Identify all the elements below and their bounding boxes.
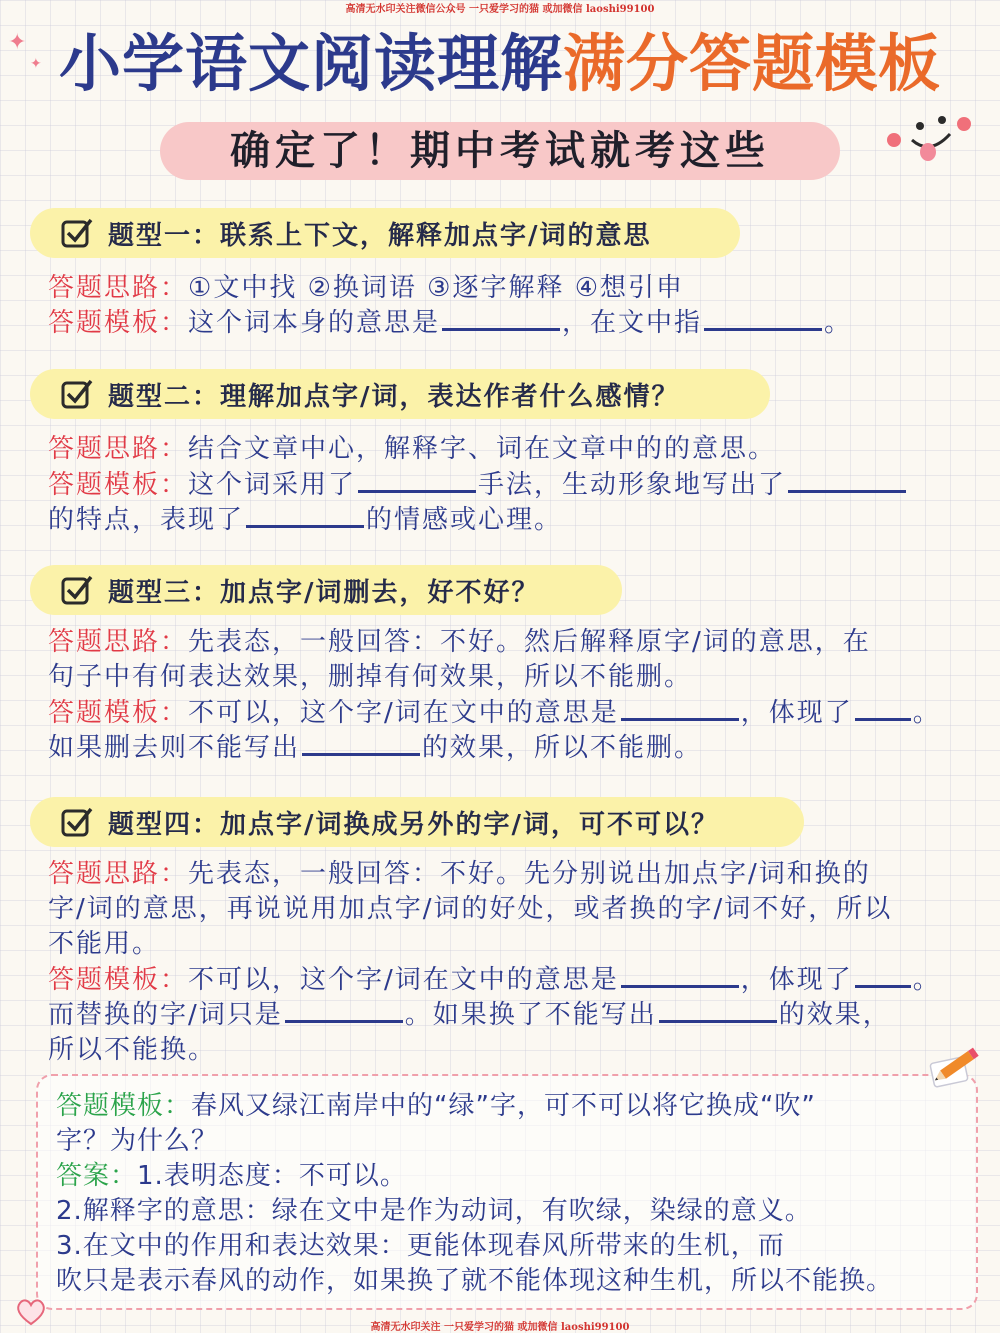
subtitle-banner: 确定了！期中考试就考这些 [160,122,840,180]
section-4-template-cont-2: 所以不能换。 [48,1035,217,1065]
section-4-template: 答题模板：不可以，这个字/词在文中的意思是 ，体现了 。 [48,965,941,995]
checkbox-icon [60,573,94,607]
checkbox-icon [60,216,94,250]
section-1-template: 答题模板：这个词本身的意思是 ，在文中指 。 [48,308,853,338]
section-3-idea-cont: 句子中有何表达效果，删掉有何效果，所以不能删。 [48,662,693,692]
watermark-top: 高清无水印关注微信公众号 一只爱学习的猫 或加微信 laoshi99100 [345,4,655,15]
example-answer-3: 3.在文中的作用和表达效果：更能体现春风所带来的生机，而 [56,1231,785,1261]
pencil-icon [926,1040,984,1092]
title-part-1: 小学语文阅读理解 [58,27,563,100]
section-header-4: 题型四：加点字/词换成另外的字/词，可不可以？ [30,797,804,847]
watermark-bottom: 高清无水印关注 一只爱学习的猫 或加微信 laoshi99100 [370,1322,630,1333]
sparkle-icon: ✦ [30,56,42,72]
example-answer-4: 吹只是表示春风的动作，如果换了就不能体现这种生机，所以不能换。 [56,1266,894,1296]
example-question-cont: 字？为什么？ [56,1126,219,1156]
section-4-idea-cont-2: 不能用。 [48,929,161,959]
page-title [0,24,1000,104]
example-question: 答题模板：春风又绿江南岸中的“绿”字，可不可以将它换成“吹” [56,1091,816,1121]
section-header-3: 题型三：加点字/词删去，好不好？ [30,565,622,615]
section-3-template: 答题模板：不可以，这个字/词在文中的意思是 ，体现了 。 [48,698,941,728]
example-answer-2: 2.解释字的意思：绿在文中是作为动词，有吹绿，染绿的意义。 [56,1196,812,1226]
section-2-template: 答题模板：这个词采用了 手法，生动形象地写出了 [48,468,908,503]
section-header-2: 题型二：理解加点字/词，表达作者什么感情？ [30,369,770,419]
example-answer-1: 答案：1.表明态度：不可以。 [56,1161,407,1191]
section-1-idea: 答题思路：①文中找 ②换词语 ③逐字解释 ④想引申 [48,273,685,303]
sparkle-icon: ✦ [8,30,27,55]
section-4-template-cont: 而替换的字/词只是 。如果换了不能写出 的效果， [48,1000,891,1030]
section-header-1: 题型一：联系上下文，解释加点字/词的意思 [30,208,740,258]
checkbox-icon [60,805,94,839]
smiley-face-icon [884,106,974,166]
title-part-2: 满分答题模板 [563,27,942,100]
section-3-idea: 答题思路：先表态，一般回答：不好。然后解释原字/词的意思，在 [48,627,871,657]
section-2-template-cont: 的特点，表现了 的情感或心理。 [48,505,563,535]
checkbox-icon [60,377,94,411]
section-4-idea-cont: 字/词的意思，再说说用加点字/词的好处，或者换的字/词不好，所以 [48,894,893,924]
section-2-idea: 答题思路：结合文章中心，解释字、词在文章中的的意思。 [48,434,777,464]
section-3-template-cont: 如果删去则不能写出 的效果，所以不能删。 [48,733,703,763]
section-4-idea: 答题思路：先表态，一般回答：不好。先分别说出加点字/词和换的 [48,859,871,889]
